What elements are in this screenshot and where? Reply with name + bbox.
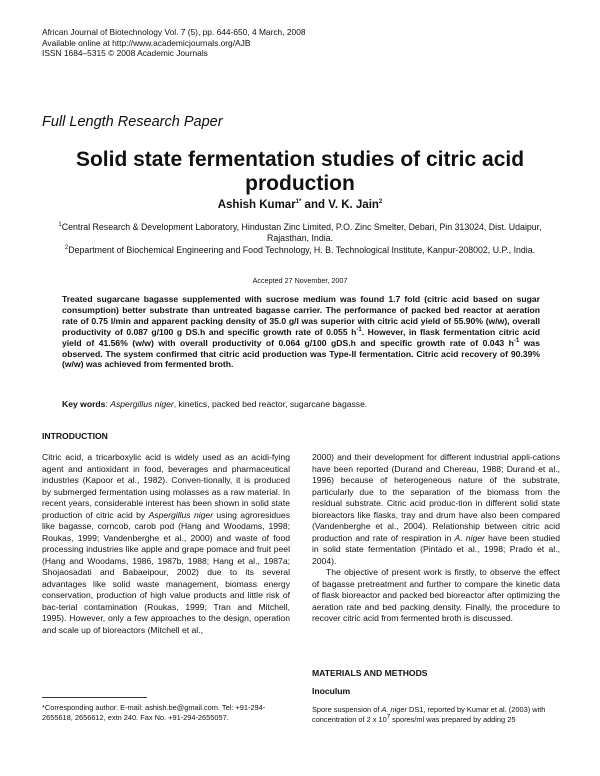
intro-left-text-b: using agroresidues like bagasse, corncob, carob pod (Hang and Woodams, 1998; Roukas, 1999; Vandenberghe et al., 2000) and waste of food processing industries like apple and grape pomace and fruit peel (Hang and Woodams, 1986, 1987b, 1988; Hang et al., 1987a; Shojaosadati and Babaeipour, 2002) due to its several advantages like solid waste management, biomass energy conservation, production of high value products and little risk of bac-terial contamination (Roukas, 1999; Tran and Mitchell, 1995). However, only a few approaches to the design, operation and scale up of bioreactors (Mitchell et al., bbox=[42, 509, 290, 635]
author-line bbox=[40, 199, 560, 211]
inoculum-text-c: spores/ml was prepared by adding 25 bbox=[390, 714, 516, 724]
author-2: V. K. Jain bbox=[328, 199, 379, 211]
intro-right-italic: A. niger bbox=[454, 532, 485, 543]
inoculum-text-b: DS1, reported by Kumar et al. (2003) with concentration of 2 x 10 bbox=[312, 705, 546, 724]
intro-right-text-b: have been studied in solid state fermentation (Pintado et al., 1998; Prado et al., 2004). bbox=[312, 532, 560, 566]
journal-header bbox=[42, 27, 306, 59]
paper-title: Solid state fermentation studies of citric acid production bbox=[75, 148, 525, 195]
affiliation-1 bbox=[42, 222, 558, 245]
affiliation-1-text: Central Research & Development Laboratory, Hindustan Zinc Limited, P.O. Zinc Smelter, Debari, Pin 313024, Dist. Udaipur, Rajasthan, India. bbox=[61, 222, 542, 244]
author-2-mark: 2 bbox=[378, 199, 383, 206]
subsection-heading-inoculum: Inoculum bbox=[312, 686, 351, 696]
journal-url: Available online at http://www.academicjournals.org/AJB bbox=[42, 37, 251, 48]
section-heading-materials-methods: MATERIALS AND METHODS bbox=[312, 668, 428, 678]
section-heading-introduction: INTRODUCTION bbox=[42, 431, 108, 441]
author-conjunction: and bbox=[301, 199, 329, 211]
affiliation-2-mark: 2 bbox=[64, 244, 69, 251]
affiliation-2-text: Department of Biochemical Engineering and Food Technology, H. B. Technological Institute, Kanpur-208002, U.P., India. bbox=[68, 244, 536, 255]
intro-right-text-a: 2000) and their development for different industrial appli-cations have been reported (Durand and Chereau, 1988; Durand et al., 1996) because of heterogeneous nature of the substrate, particularly due to the separation of the biomass from the residual substrate. Citric acid produc-tion in different solid state bioreactors like flasks, tray and drum have also been compared (Vandenberghe et al., 2004). Relationship between citric acid production and rate of respiration in bbox=[312, 452, 560, 543]
affiliations bbox=[42, 222, 558, 256]
corresponding-author-footnote: *Corresponding author. E-mail: ashish.be@gmail.com. Tel: +91-294-2655618, 2656612, extn 240. Fax No. +91-294-2655057. bbox=[42, 703, 266, 722]
abstract bbox=[62, 294, 540, 370]
intro-left-column bbox=[42, 452, 290, 636]
keywords-rest: , kinetics, packed bed reactor, sugarcane bagasse. bbox=[173, 399, 368, 409]
inoculum-text bbox=[312, 705, 570, 724]
keywords-separator: : bbox=[105, 399, 111, 409]
affiliation-2 bbox=[42, 245, 558, 256]
inoculum-italic: A. niger bbox=[381, 705, 407, 714]
author-1-mark: 1* bbox=[295, 199, 302, 206]
intro-right-column bbox=[312, 452, 560, 625]
affiliation-1-mark: 1 bbox=[58, 222, 62, 229]
abstract-part-2: . However, in flask fermentation citric acid yield of 41.56% (w/w) with overall productivity of 0.064 g/100 gDS.h and specific growth rate of 0.043 h bbox=[62, 326, 540, 348]
paper-type: Full Length Research Paper bbox=[42, 114, 223, 130]
abstract-sup-1: -1 bbox=[356, 326, 362, 333]
inoculum-sup: 7 bbox=[386, 714, 391, 721]
intro-left-text-a: Citric acid, a tricarboxylic acid is widely used as an acidi-fying agent and antioxidant in food, beverages and pharmaceutical industries (Kapoor et al., 1982). Conven-tionally, it is produced by submerged fermentation using molasses as a raw material. In recent years, considerable interest has been shown in solid state production of citric acid by bbox=[42, 452, 290, 520]
footnote-divider bbox=[42, 697, 147, 698]
keywords bbox=[62, 399, 540, 409]
journal-citation: African Journal of Biotechnology Vol. 7 (5), pp. 644-650, 4 March, 2008 bbox=[42, 27, 306, 37]
inoculum-text-a: Spore suspension of bbox=[312, 705, 382, 714]
intro-paragraph-2 bbox=[312, 452, 560, 567]
abstract-part-1: Treated sugarcane bagasse supplemented with sucrose medium was found 1.7 fold (citric acid based on sugar consumption) better substrate than untreated bagasse carrier. The performance of packed bed reactor at aeration rate of 0.75 l/min and apparent packing density of 35.0 g/l was superior with citric acid yield of 55.90% (w/w), overall productivity of 0.087 g/100 g DS.h and specific growth rate of 0.055 h bbox=[62, 294, 540, 337]
keywords-italic: Aspergillus niger bbox=[110, 399, 174, 409]
intro-paragraph-3: The objective of present work is firstly, to observe the effect of bagasse pretreatment and further to compare the kinetic data of flask bioreactor and packed bed bioreactor after optimizing the aeration rate and bed packing density. Finally, the procedure to recover citric acid from fermented broth is discussed. bbox=[312, 567, 560, 623]
intro-paragraph-1 bbox=[42, 452, 290, 636]
journal-issn: ISSN 1684–5315 © 2008 Academic Journals bbox=[42, 48, 208, 59]
abstract-sup-2: -1 bbox=[513, 337, 520, 344]
keywords-label: Key words bbox=[62, 399, 106, 409]
author-1: Ashish Kumar bbox=[217, 199, 296, 211]
intro-left-italic: Aspergillus niger bbox=[148, 509, 214, 520]
accepted-date: Accepted 27 November, 2007 bbox=[252, 276, 348, 285]
abstract-part-3: was observed. The system confirmed that citric acid production was Type-II fermentation. Citric acid recovery of 90.39% (w/w) was achieved from fermented broth. bbox=[62, 337, 540, 370]
